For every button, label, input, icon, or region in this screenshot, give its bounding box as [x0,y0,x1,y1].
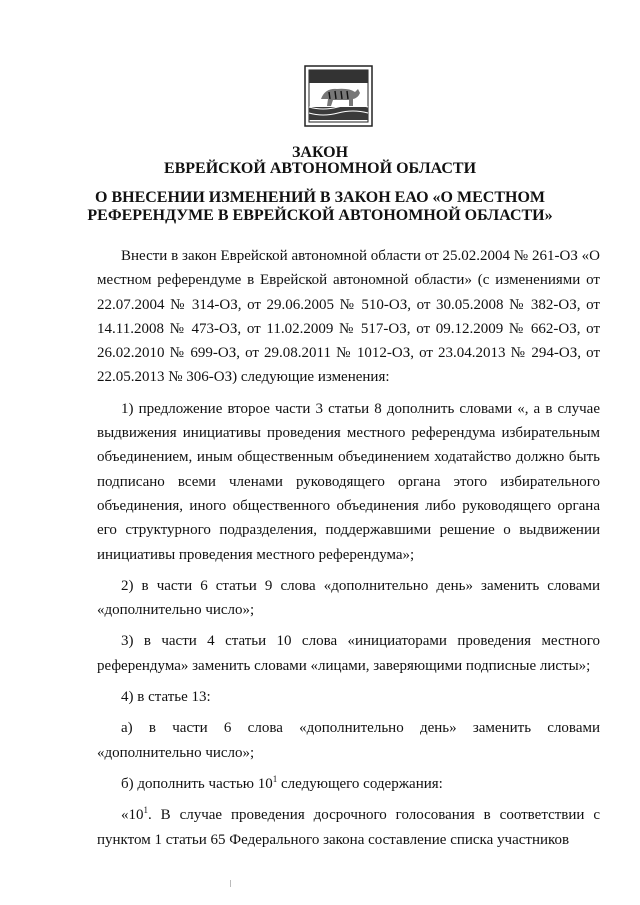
item-3: 3) в части 4 статьи 10 слова «инициаторами проведения местного референдума» заменить словами «лицами, заверяющими подписные листы»; [97,633,600,674]
document-subtitle-line-1: О ВНЕСЕНИИ ИЗМЕНЕНИЙ В ЗАКОН ЕАО «О МЕСТНОМ [95,189,545,206]
document-subtitle-line-2: РЕФЕРЕНДУМЕ В ЕВРЕЙСКОЙ АВТОНОМНОЙ ОБЛАСТИ» [87,207,553,224]
intro-paragraph: Внести в закон Еврейской автономной области от 25.02.2004 № 261-ОЗ «О местном референдуме в Еврейской автономной области» (с изменениями от 22.07.2004 № 314-ОЗ, от 29.06.2005 № 510-ОЗ, от 30.05.2008 № 382-ОЗ, от 14.11.2008 № 473-ОЗ, от 11.02.2009 № 517-ОЗ, от 09.12.2009 № 662-ОЗ, от 26.02.2010 № 699-ОЗ, от 29.08.2011 № 1012-ОЗ, от 23.04.2013 № 294-ОЗ, от 22.05.2013 № 306-ОЗ) следующие изменения: [97,248,600,386]
document-title: ЗАКОН [291,144,349,161]
item-1: 1) предложение второе части 3 статьи 8 дополнить словами «, а в случае выдвижения инициативы проведения местного референдума избирательным объединением, иным общественным объединением ходатайство должно быть подписано всеми членами руководящего органа этого избирательного объединения, иного общественного объединения либо руководящего органа его структурного подразделения, поддержавшими решение о выдвижении инициативы проведения местного референдума»; [97,400,600,563]
item-4: 4) в статье 13: [121,689,211,706]
coat-of-arms-icon [303,64,374,128]
document-title-region: ЕВРЕЙСКОЙ АВТОНОМНОЙ ОБЛАСТИ [163,160,477,177]
item-2: 2) в части 6 статьи 9 слова «дополнительно день» заменить словами «дополнительно число»; [97,577,600,619]
item-4a: а) в части 6 слова «дополнительно день» заменить словами «дополнительно число»; [97,720,600,761]
item-4b: б) дополнить частью $10^1$ следующего содержания: [121,773,443,792]
item-4b-quote: «$10^1$. В случае проведения досрочного голосования в соответствии с пунктом 1 статьи 65 Федерального закона составление списка участников [97,805,600,848]
document-body [97,244,600,852]
page-mark [230,880,231,887]
